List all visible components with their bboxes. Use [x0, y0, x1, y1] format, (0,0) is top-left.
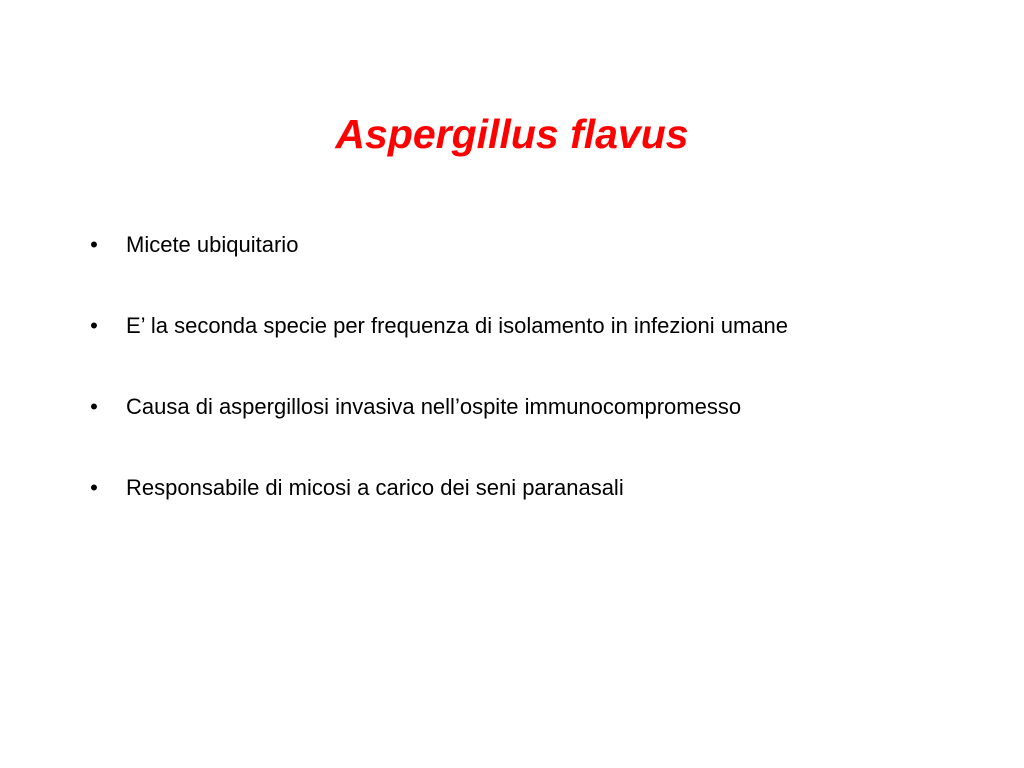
bullet-text: Micete ubiquitario [126, 232, 299, 257]
bullet-marker: • [90, 475, 98, 500]
list-item [0, 390, 1024, 424]
slide-title: Aspergillus flavus [335, 111, 689, 157]
bullet-marker: • [90, 313, 98, 338]
list-item [0, 471, 1024, 505]
bullet-marker: • [90, 232, 98, 257]
bullet-list [0, 228, 1024, 552]
list-item [0, 228, 1024, 262]
bullet-marker: • [90, 394, 98, 419]
bullet-text: Responsabile di micosi a carico dei seni paranasali [126, 475, 624, 500]
bullet-text: E’ la seconda specie per frequenza di isolamento in infezioni umane [126, 313, 789, 338]
bullet-text: Causa di aspergillosi invasiva nell’ospite immunocompromesso [126, 394, 742, 419]
list-item [0, 309, 1024, 343]
